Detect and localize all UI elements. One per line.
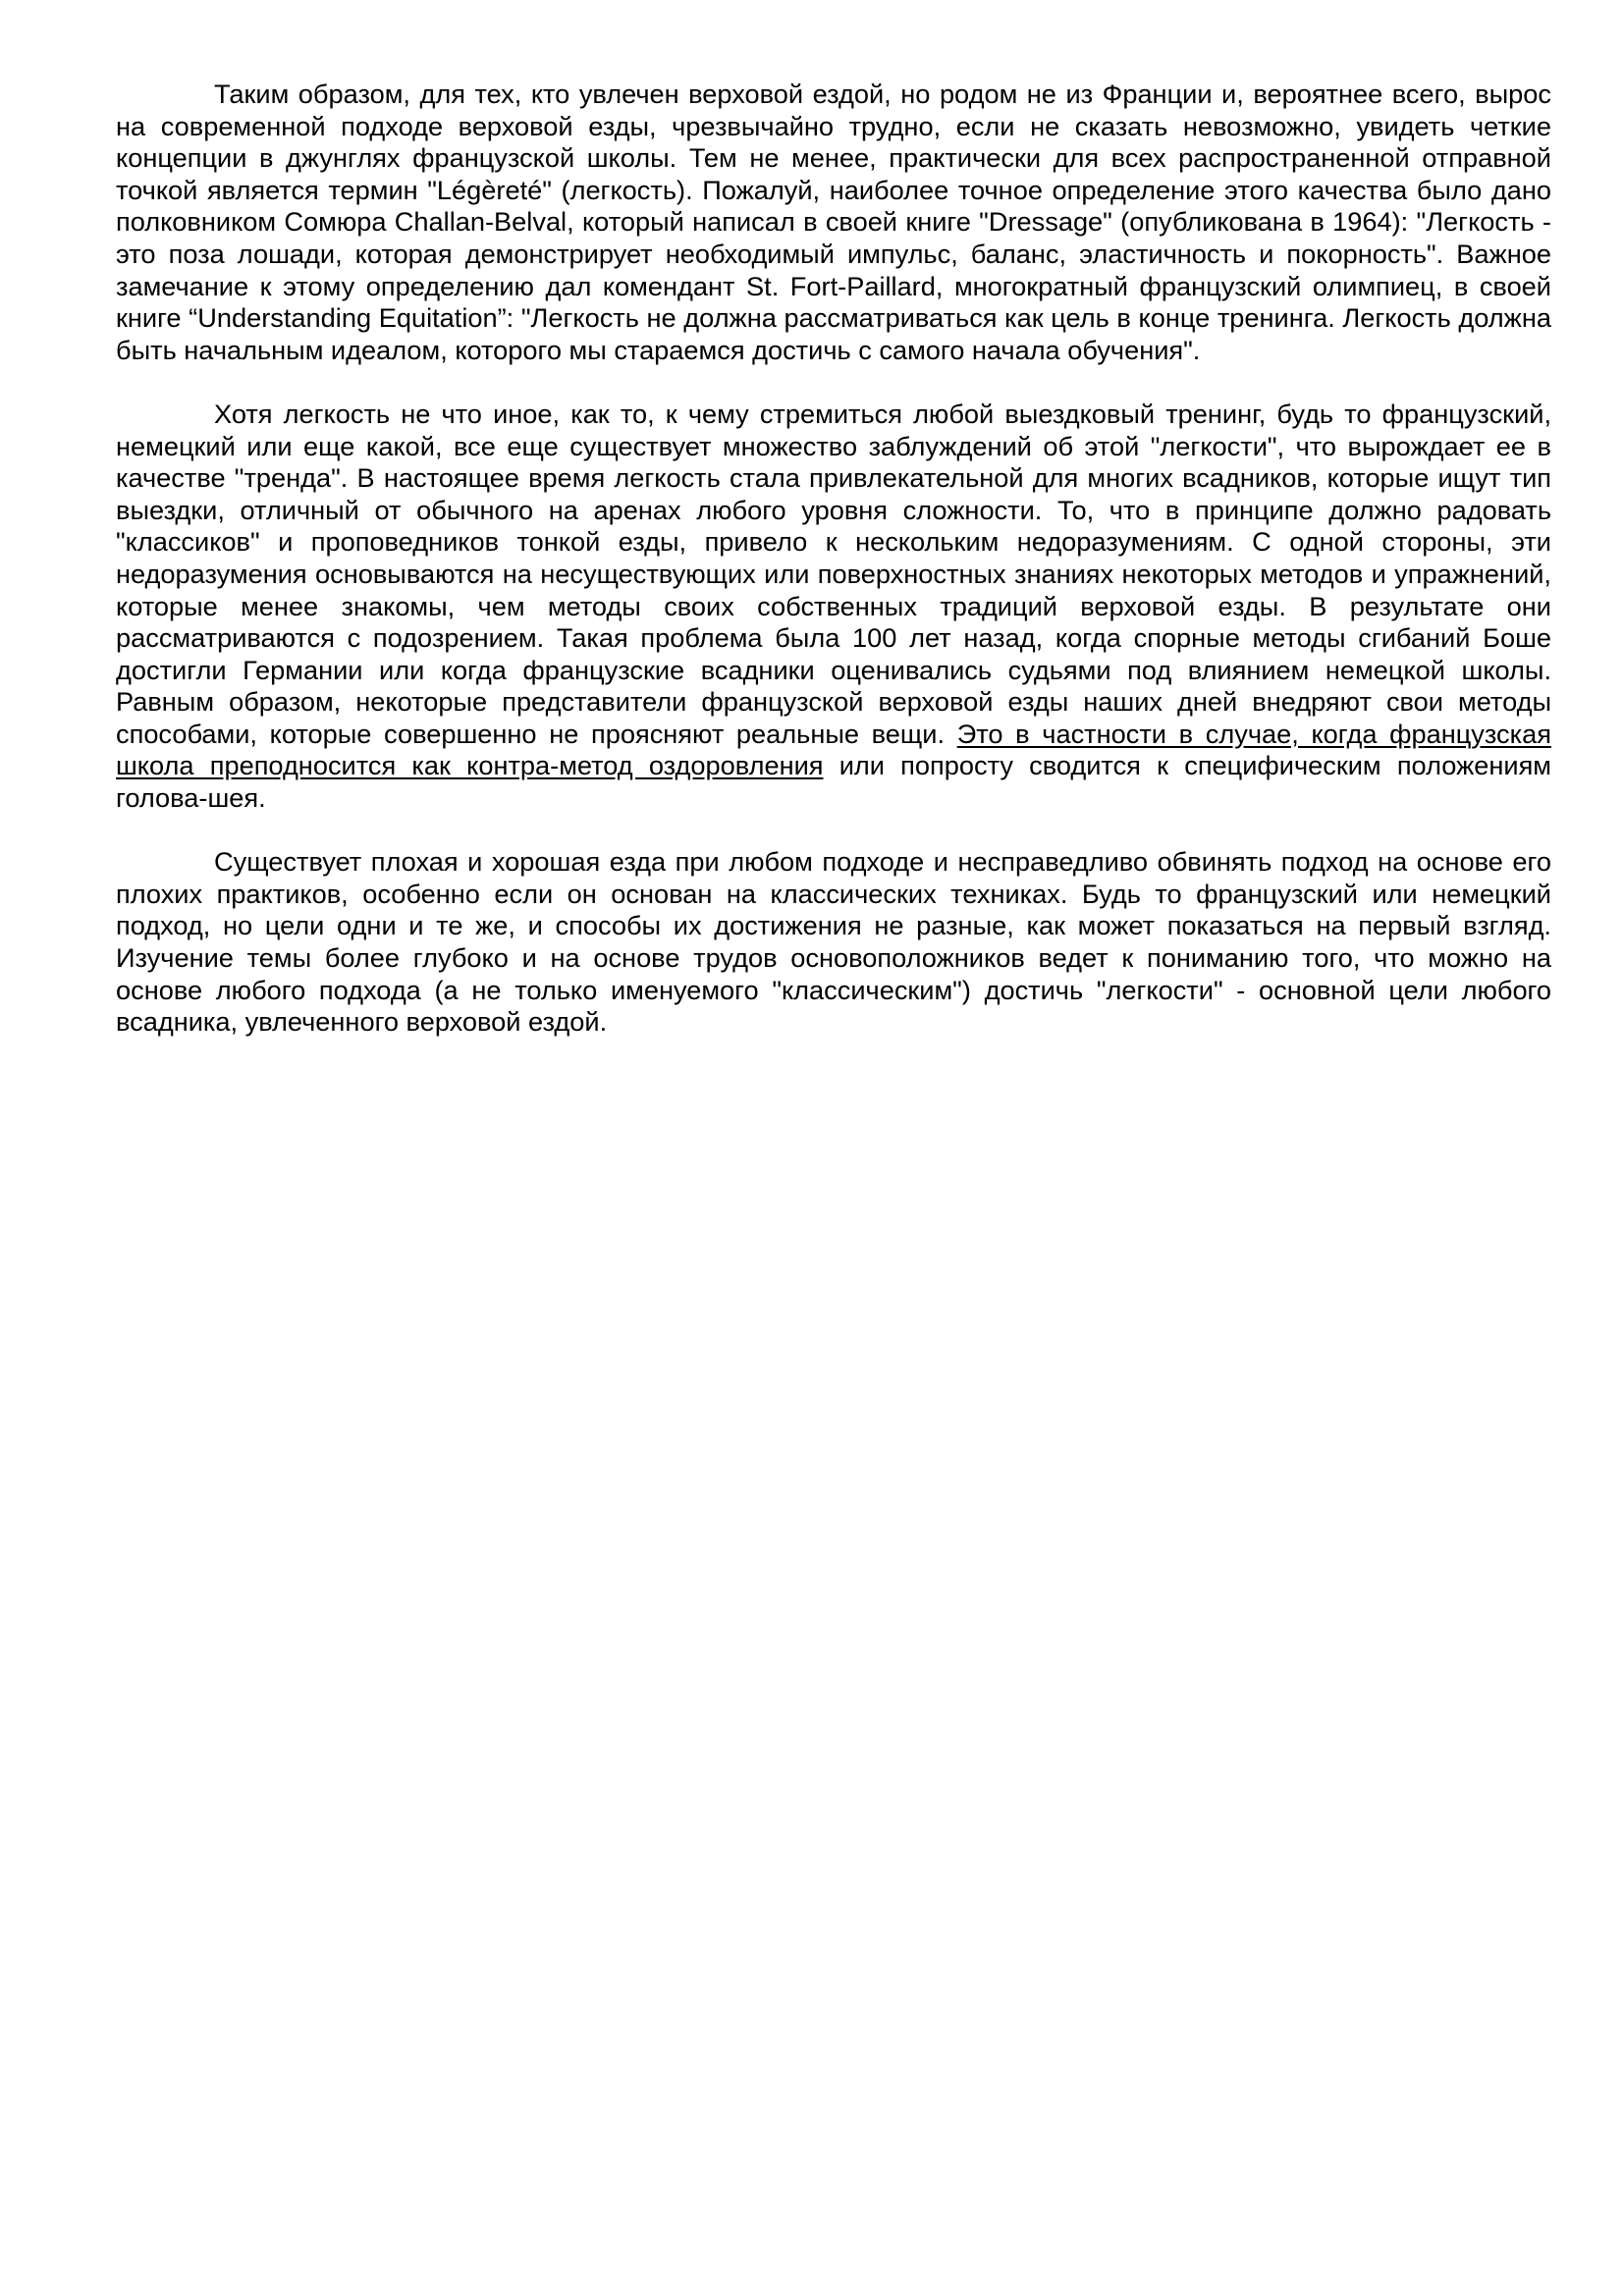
paragraph-1: Таким образом, для тех, кто увлечен верховой ездой, но родом не из Франции и, вероятнее всего, вырос на современной подходе верховой езды, чрезвычайно трудно, если не сказать невозможно, увидеть четкие концепции в джунглях французской школы. Тем не менее, практически для всех распространенной отправной точкой является термин "Légèreté" (легкость). Пожалуй, наиболее точное определение этого качества было дано полковником Сомюра Challan-Belval, который написал в своей книге "Dressage" (опубликована в 1964): "Легкость - это поза лошади, которая демонстрирует необходимый импульс, баланс, эластичность и покорность". Важное замечание к этому определению дал комендант St. Fort-Paillard, многократный французский олимпиец, в своей книге “Understanding Equitation”: "Легкость не должна рассматриваться как цель в конце тренинга. Легкость должна быть начальным идеалом, которого мы стараемся достичь с самого начала обучения". <box>116 79 1551 365</box>
paragraph-2-text-end: или попросту сводится к специфическим положениям голова-шея. <box>116 750 1551 814</box>
paragraph-2 <box>116 399 1551 815</box>
paragraph-3: Существует плохая и хорошая езда при любом подходе и несправедливо обвинять подход на основе его плохих практиков, особенно если он основан на классических техниках. Будь то французский или немецкий подход, но цели одни и те же, и способы их достижения не разные, как может показаться на первый взгляд. Изучение темы более глубоко и на основе трудов основоположников ведет к пониманию того, что можно на основе любого подхода (а не только именуемого "классическим") достичь "легкости" - основной цели любого всадника, увлеченного верховой ездой. <box>116 846 1551 1038</box>
paragraph-2-underlined-text: Это в частности в случае, когда французская школа преподносится как контра-метод оздоровления <box>116 718 1551 781</box>
document-page <box>116 79 1551 1070</box>
paragraph-2-text-start: Хотя легкость не что иное, как то, к чему стремиться любой выездковый тренинг, будь то французский, немецкий или еще какой, все еще существует множество заблуждений об этой "легкости", что вырождает ее в качестве "тренда". В настоящее время легкость стала привлекательной для многих всадников, которые ищут тип выездки, отличный от обычного на аренах любого уровня сложности. То, что в принципе должно радовать "классиков" и проповедников тонкой езды, привело к нескольким недоразумениям. С одной стороны, эти недоразумения основываются на несуществующих или поверхностных знаниях некоторых методов и упражнений, которые менее знакомы, чем методы своих собственных традиций верховой езды. В результате они рассматриваются с подозрением. Такая проблема была 100 лет назад, когда спорные методы сгибаний Боше достигли Германии или когда французские всадники оценивались судьями под влиянием немецкой школы. Равным образом, некоторые представители французской верховой езды наших дней внедряют свои методы способами, которые совершенно не проясняют реальные вещи. <box>116 398 1551 749</box>
